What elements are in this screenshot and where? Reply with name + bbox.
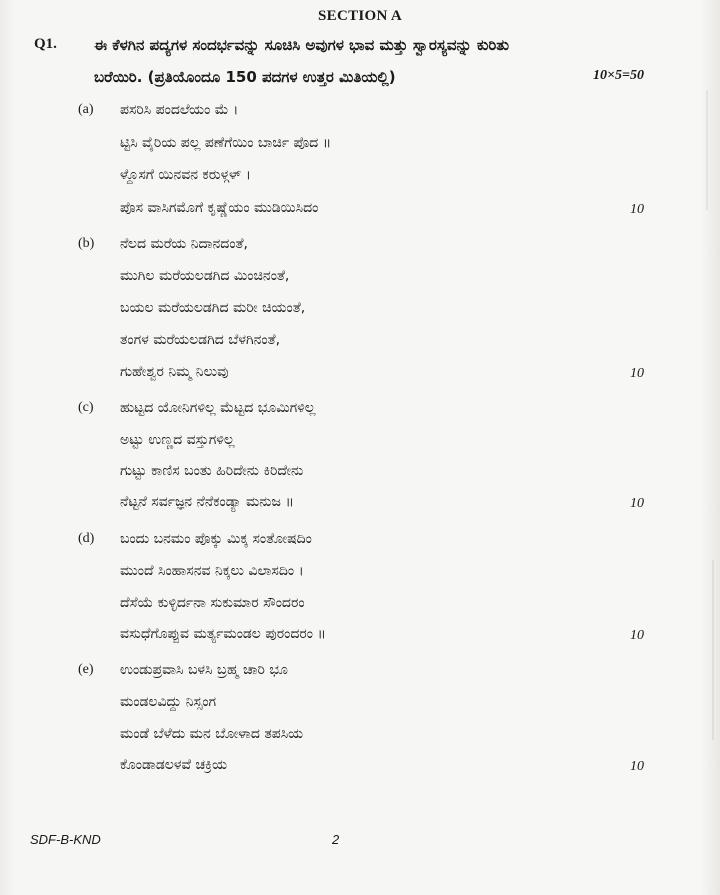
part-a-label: (a) bbox=[78, 102, 94, 117]
question-instruction-line-1: ಈ ಕೆಳಗಿನ ಪದ್ಯಗಳ ಸಂದರ್ಭವನ್ನು ಸೂಚಿಸಿ ಅವುಗಳ ಭಾವ ಮತ್ತು ಸ್ವಾರಸ್ಯವನ್ನು ಕುರಿತು bbox=[94, 36, 509, 54]
part-e-line-4: ಕೊಂಡಾಡಲಳವೆ ಚಕ್ರಿಯ bbox=[120, 757, 228, 773]
part-b-line-4: ತಂಗಳ ಮರೆಯಲಡಗಿದ ಬೆಳಗಿನಂತೆ, bbox=[120, 332, 281, 348]
part-c-line-4: ನೆಟ್ಟನೆ ಸರ್ವಜ್ಞನ ನೆನೆಕಂಡ್ಯಾ ಮನುಜ ॥ bbox=[120, 494, 294, 510]
part-a-marks: 10 bbox=[630, 202, 644, 217]
part-d-line-3: ದೆಸೆಯೆ ಕುಳ್ಳಿರ್ದನಾ ಸುಕುಮಾರ ಸೌಂದರಂ bbox=[120, 595, 305, 611]
part-d-line-2: ಮುಂದೆ ಸಿಂಹಾಸನವ ನಿಕ್ಕಲು ವಿಲಾಸದಿಂ । bbox=[120, 563, 304, 579]
part-e-line-2: ಮಂಡಲವಿದ್ದು ನಿಸ್ಸಂಗ bbox=[120, 694, 217, 710]
scan-margin-shadow bbox=[706, 90, 708, 210]
part-b-line-2: ಮುಗಿಲ ಮರೆಯಲಡಗಿದ ಮಿಂಚಿನಂತೆ, bbox=[120, 268, 290, 284]
part-e-marks: 10 bbox=[630, 759, 644, 774]
part-b-line-5: ಗುಹೇಶ್ವರ ನಿಮ್ಮ ನಿಲುವು bbox=[120, 364, 229, 380]
part-e-label: (e) bbox=[78, 662, 94, 677]
part-e-line-3: ಮಂಡೆ ಬೆಳೆದು ಮನ ಬೋಳಾದ ತಪಸಿಯ bbox=[120, 726, 304, 742]
part-c-line-3: ಗುಟ್ಟು ಕಾಣಿಸ ಬಂತು ಹಿರಿದೇನು ಕಿರಿದೇನು bbox=[120, 463, 304, 479]
part-c-line-2: ಅಟ್ಟು ಉಣ್ಣದ ವಸ್ತುಗಳಿಲ್ಲ bbox=[120, 432, 235, 448]
footer-paper-code: SDF-B-KND bbox=[30, 832, 101, 847]
scan-margin-shadow bbox=[712, 560, 714, 740]
question-number: Q1. bbox=[34, 36, 57, 52]
part-d-marks: 10 bbox=[630, 628, 644, 643]
part-b-line-1: ನೆಲದ ಮರೆಯ ನಿದಾನದಂತೆ, bbox=[120, 236, 248, 252]
part-b-marks: 10 bbox=[630, 366, 644, 381]
section-title: SECTION A bbox=[318, 8, 402, 24]
footer-page-number: 2 bbox=[332, 832, 340, 847]
question-instruction-line-2: ಬರೆಯಿರಿ. (ಪ್ರತಿಯೊಂದೂ 150 ಪದಗಳ ಉತ್ತರ ಮಿತಿಯಲ್ಲಿ) bbox=[94, 68, 396, 86]
part-d-line-1: ಬಂದು ಬನಮಂ ಪೊಕ್ಕು ಮಿಕ್ಕ ಸಂತೋಷದಿಂ bbox=[120, 531, 312, 547]
part-c-line-1: ಹುಟ್ಟದ ಯೋನಿಗಳಿಲ್ಲ ಮೆಟ್ಟದ ಭೂಮಿಗಳಿಲ್ಲ bbox=[120, 400, 316, 416]
part-d-label: (d) bbox=[78, 531, 95, 546]
part-e-line-1: ಉಂಡುಪ್ರವಾಸಿ ಬಳಸಿ ಬ್ರಹ್ಮ ಚಾರಿ ಭೂ bbox=[120, 662, 288, 678]
part-b-label: (b) bbox=[78, 236, 95, 251]
part-a-line-2: ಟ್ಟಿಸಿ ವೈರಿಯ ಪಲ್ಲ ಪಣೆಗೆಯಿಂ ಬಾರ್ಚಿ ಪೊದ ॥ bbox=[120, 135, 332, 151]
part-d-line-4: ವಸುಧೆಗೊಪ್ಪುವ ಮರ್ತ್ಯಮಂಡಲ ಪುರಂದರಂ ॥ bbox=[120, 626, 326, 642]
part-a-line-1: ಪಸರಿಸಿ ಪಂದಲೆಯಂ ಮೆ । bbox=[120, 102, 239, 118]
part-b-line-3: ಬಯಲ ಮರೆಯಲಡಗಿದ ಮರೀ ಚಿಯಂತೆ, bbox=[120, 300, 306, 316]
part-c-label: (c) bbox=[78, 400, 94, 415]
part-c-marks: 10 bbox=[630, 496, 644, 511]
part-a-line-3: ಳ್ದೊಸಗೆ ಯಿನವನ ಕರುಳ್ಗಳ್ । bbox=[120, 167, 251, 183]
question-total-marks: 10×5=50 bbox=[593, 68, 644, 83]
part-a-line-4: ಪೊಸ ವಾಸಿಗಮೊಗೆ ಕೃಷ್ಣೆಯಂ ಮುಡಿಯಿಸಿದಂ bbox=[120, 200, 319, 216]
